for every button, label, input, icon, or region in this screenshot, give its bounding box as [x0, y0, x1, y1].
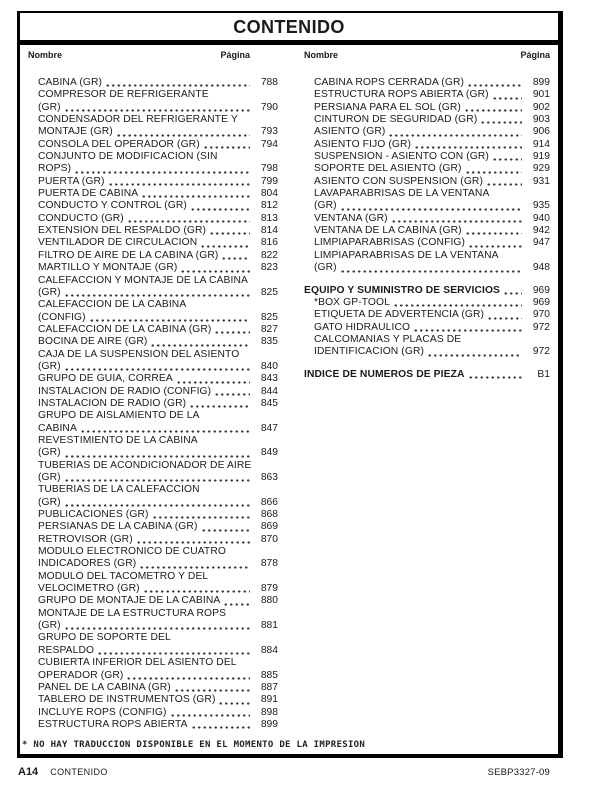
footer-section-label: CONTENIDO — [50, 767, 108, 777]
toc-entry-title: CONDUCTO (GR) — [38, 212, 124, 224]
toc-entry-title: PERSIANA PARA EL SOL (GR) — [314, 101, 461, 113]
toc-entry-title: CABINA — [38, 422, 77, 434]
toc-entry-page: 885 — [260, 669, 278, 681]
dot-leader — [180, 270, 250, 273]
toc-row — [28, 188, 278, 200]
dot-leader — [80, 430, 250, 433]
toc-row — [28, 386, 278, 398]
toc-row — [28, 373, 278, 385]
toc-entry-title: (CONFIG) — [38, 311, 86, 323]
dot-leader — [413, 329, 522, 332]
toc-row — [304, 285, 550, 297]
toc-row — [28, 521, 278, 533]
dot-leader — [391, 220, 522, 223]
toc-entry-title: MARTILLO Y MONTAJE (GR) — [38, 262, 178, 274]
column-header-page: Página — [220, 50, 250, 60]
dot-leader — [492, 158, 522, 161]
toc-column-left — [28, 60, 278, 731]
toc-entry-title: VENTANA DE LA CABINA (GR) — [314, 225, 462, 237]
toc-entry-title: MÓDULO DEL TACÓMETRO Y DEL — [38, 570, 209, 582]
toc-row — [28, 200, 278, 212]
toc-entry-title: GRUPO DE MONTAJE DE LA CABINA — [38, 595, 221, 607]
dot-leader — [393, 304, 522, 307]
footer-doc-number: SEBP3327-09 — [487, 767, 550, 778]
toc-entry-page: 903 — [532, 114, 550, 126]
toc-entry-page: 843 — [260, 373, 278, 385]
dot-leader — [64, 479, 250, 482]
toc-entry-page: 868 — [260, 509, 278, 521]
toc-entry-title: CONDENSADOR DEL REFRIGERANTE Y — [38, 114, 238, 126]
toc-entry-page: 866 — [260, 496, 278, 508]
toc-entry-title: ASIENTO FIJO (GR) — [314, 138, 412, 150]
toc-entry-page: 884 — [260, 644, 278, 656]
toc-entry-title: PUERTA DE CABINA — [38, 188, 139, 200]
dot-leader — [143, 590, 250, 593]
dot-leader — [127, 220, 250, 223]
toc-row — [304, 213, 550, 225]
dot-leader — [487, 317, 522, 320]
toc-row — [28, 126, 278, 138]
toc-row — [28, 670, 278, 682]
dot-leader — [64, 504, 250, 507]
toc-row — [304, 225, 550, 237]
toc-entry-page: 879 — [260, 583, 278, 595]
toc-entry-title: TUBERÍAS DE ACONDICIONADOR DE AIRE — [38, 459, 252, 471]
toc-entry-page: 969 — [532, 284, 550, 296]
dot-leader — [176, 381, 250, 384]
toc-row — [28, 447, 278, 459]
toc-entry-title: INDICADORES (GR) — [38, 558, 137, 570]
dot-leader — [492, 97, 522, 100]
toc-row — [28, 620, 278, 632]
toc-entry-title: (GR) — [314, 200, 337, 212]
toc-entry-title: TUBERÍAS DE LA CALEFACCIÓN — [38, 484, 200, 496]
dot-leader — [64, 109, 250, 112]
toc-entry-page: 947 — [532, 237, 550, 249]
column-header-page: Página — [520, 50, 550, 60]
toc-row — [28, 435, 278, 447]
toc-entry-page: 793 — [260, 126, 278, 138]
toc-entry-page: 869 — [260, 521, 278, 533]
toc-row — [304, 237, 550, 249]
toc-entry-title: VELOCÍMETRO (GR) — [38, 583, 140, 595]
toc-rows-left — [28, 77, 278, 731]
toc-entry-page: 899 — [260, 718, 278, 730]
toc-entry-title: (GR) — [38, 496, 61, 508]
toc-entry-page: 914 — [532, 138, 550, 150]
toc-entry-page: 919 — [532, 151, 550, 163]
toc-entry-title: PUERTA (GR) — [38, 175, 105, 187]
translation-footnote: * NO HAY TRADUCCION DISPONIBLE EN EL MOMENTO DE LA IMPRESION — [22, 740, 366, 750]
column-header-name: Nombre — [28, 50, 63, 60]
toc-row — [28, 225, 278, 237]
toc-entry-page: 863 — [260, 472, 278, 483]
dot-leader — [74, 171, 250, 174]
toc-entry-page: 935 — [532, 200, 550, 212]
dot-leader — [209, 232, 250, 235]
toc-row — [304, 334, 550, 346]
toc-entry-title: EQUIPO Y SUMINISTRO DE SERVICIOS — [304, 284, 501, 296]
toc-entry-page: 929 — [532, 163, 550, 175]
toc-entry-title: CINTURÓN DE SEGURIDAD (GR) — [314, 114, 478, 126]
toc-entry-title: CALEFACCIÓN DE LA CABINA — [38, 299, 187, 311]
toc-row — [28, 719, 278, 731]
dot-leader — [468, 376, 522, 379]
toc-row — [28, 423, 278, 435]
toc-row — [304, 102, 550, 114]
toc-entry-title: IDENTIFICACIÓN (GR) — [314, 346, 425, 358]
toc-row — [28, 460, 278, 472]
toc-entry-page: 798 — [260, 163, 278, 175]
toc-row — [28, 275, 278, 287]
toc-entry-title: ASIENTO (GR) — [314, 126, 386, 138]
toc-row — [28, 558, 278, 570]
toc-entry-title: ROPS) — [38, 163, 72, 175]
toc-row — [28, 497, 278, 509]
toc-entry-title: INSTALACIÓN DE RADIO (GR) — [38, 397, 187, 409]
toc-entry-title: (GR) — [38, 286, 61, 298]
column-headers-right — [304, 50, 550, 60]
toc-entry-title: VENTILADOR DE CIRCULACIÓN — [38, 237, 198, 249]
toc-entry-page: 906 — [532, 126, 550, 138]
dot-leader — [200, 245, 250, 248]
toc-row — [304, 126, 550, 138]
dot-leader — [388, 134, 522, 137]
toc-entry-title: CALCOMANÍAS Y PLACAS DE — [314, 333, 462, 345]
toc-row — [28, 595, 278, 607]
toc-row — [304, 262, 550, 274]
dot-leader — [64, 368, 250, 371]
toc-entry-page: 788 — [260, 77, 278, 88]
toc-row — [304, 77, 550, 89]
toc-row — [28, 299, 278, 311]
toc-entry-page: 898 — [260, 706, 278, 718]
toc-row — [28, 534, 278, 546]
dot-leader — [64, 455, 250, 458]
toc-entry-title: COMPRESOR DE REFRIGERANTE — [38, 89, 209, 101]
toc-entry-page: 878 — [260, 558, 278, 570]
toc-row — [304, 176, 550, 188]
toc-row — [28, 694, 278, 706]
toc-entry-page: 825 — [260, 311, 278, 323]
dot-leader — [191, 726, 250, 729]
toc-entry-title: CALEFACCIÓN DE LA CABINA (GR) — [38, 323, 212, 335]
toc-entry-title: CUBIERTA INFERIOR DEL ASIENTO DEL — [38, 657, 237, 669]
toc-entry-title: (GR) — [38, 620, 61, 632]
dot-leader — [214, 393, 250, 396]
toc-entry-page: 887 — [260, 681, 278, 693]
toc-entry-title: PANEL DE LA CABINA (GR) — [38, 681, 171, 693]
toc-row — [304, 250, 550, 262]
toc-entry-title: ESTRUCTURA ROPS ABIERTA (GR) — [314, 89, 489, 101]
toc-entry-title: TABLERO DE INSTRUMENTOS (GR) — [38, 694, 216, 706]
toc-row — [28, 336, 278, 348]
toc-row — [304, 188, 550, 200]
toc-entry-title: OPERADOR (GR) — [38, 669, 124, 681]
dot-leader — [218, 702, 250, 705]
toc-column-right — [304, 60, 550, 731]
toc-entry-page: 931 — [532, 175, 550, 187]
column-spacer — [304, 275, 550, 285]
toc-row — [28, 89, 278, 101]
toc-entry-page: 948 — [532, 262, 550, 274]
dot-leader — [108, 183, 250, 186]
toc-entry-page: 902 — [532, 101, 550, 113]
toc-entry-page: 813 — [260, 212, 278, 224]
toc-row — [28, 287, 278, 299]
toc-entry-page: B1 — [537, 368, 550, 380]
toc-entry-title: CABINA ROPS CERRADA (GR) — [314, 77, 465, 88]
dot-leader — [170, 714, 250, 717]
toc-entry-page: 940 — [532, 212, 550, 224]
toc-entry-title: (GR) — [38, 472, 61, 483]
toc-entry-page: 901 — [532, 89, 550, 101]
page-title: CONTENIDO — [233, 17, 345, 37]
toc-entry-title: SUSPENSIÓN - ASIENTO CON (GR) — [314, 151, 489, 163]
toc-row — [304, 139, 550, 151]
dot-leader — [340, 270, 522, 273]
toc-entry-page: 823 — [260, 262, 278, 274]
column-header-name: Nombre — [304, 50, 339, 60]
toc-row — [28, 77, 278, 89]
toc-entry-page: 844 — [260, 385, 278, 397]
toc-row — [28, 484, 278, 496]
dot-leader — [465, 232, 522, 235]
toc-entry-title: ETIQUETA DE ADVERTENCIA (GR) — [314, 309, 485, 321]
toc-entry-title: RETROVISOR (GR) — [38, 533, 133, 545]
toc-row — [28, 176, 278, 188]
toc-row — [28, 509, 278, 521]
dot-leader — [152, 516, 250, 519]
toc-entry-title: GRUPO DE SOPORTE DEL — [38, 632, 171, 644]
toc-entry-page: 794 — [260, 138, 278, 150]
toc-entry-page: 969 — [532, 296, 550, 308]
toc-row — [304, 163, 550, 175]
toc-entry-page: 880 — [260, 595, 278, 607]
toc-entry-title: GRUPO DE AISLAMIENTO DE LA — [38, 410, 200, 422]
toc-entry-title: ASIENTO CON SUSPENSIÓN (GR) — [314, 175, 483, 187]
toc-entry-title: MODULO ELECTRÓNICO DE CUATRO — [38, 546, 226, 558]
dot-leader — [414, 146, 522, 149]
toc-row — [304, 346, 550, 358]
toc-row — [28, 472, 278, 484]
toc-row — [28, 237, 278, 249]
toc-row — [28, 398, 278, 410]
dot-leader — [486, 183, 522, 186]
toc-entry-title: FILTRO DE AIRE DE LA CABINA (GR) — [38, 249, 219, 261]
toc-row — [28, 583, 278, 595]
toc-row — [304, 309, 550, 321]
toc-row — [28, 139, 278, 151]
toc-row — [28, 571, 278, 583]
toc-row — [304, 322, 550, 334]
dot-leader — [174, 689, 250, 692]
dot-leader — [467, 84, 522, 87]
column-spacer — [304, 359, 550, 369]
toc-row — [28, 645, 278, 657]
toc-row — [28, 102, 278, 114]
toc-row — [304, 151, 550, 163]
toc-entry-page: 849 — [260, 447, 278, 459]
dot-leader — [89, 319, 250, 322]
toc-entry-title: PERSIANAS DE LA CABINA (GR) — [38, 521, 198, 533]
toc-entry-page: 799 — [260, 175, 278, 187]
toc-entry-page: 891 — [260, 694, 278, 706]
dot-leader — [221, 257, 250, 260]
dot-leader — [150, 344, 250, 347]
title-bar — [20, 13, 558, 45]
dot-leader — [340, 208, 522, 211]
toc-entry-page: 840 — [260, 360, 278, 372]
dot-leader — [464, 109, 522, 112]
column-headers-row — [20, 45, 558, 60]
dot-leader — [201, 529, 251, 532]
toc-entry-page: 870 — [260, 533, 278, 545]
dot-leader — [190, 208, 250, 211]
toc-entry-title: LIMPIAPARABRISAS (CONFIG) — [314, 237, 466, 249]
dot-leader — [203, 146, 250, 149]
column-headers-left — [28, 50, 278, 60]
toc-entry-title: CAJA DE LA SUSPENSIÓN DEL ASIENTO — [38, 348, 240, 360]
toc-row — [28, 632, 278, 644]
toc-row — [304, 200, 550, 212]
toc-entry-title: RESPALDO — [38, 644, 95, 656]
toc-row — [304, 369, 550, 381]
dot-leader — [427, 354, 522, 357]
toc-row — [28, 213, 278, 225]
toc-entry-page: 827 — [260, 323, 278, 335]
toc-entry-page: 812 — [260, 200, 278, 212]
toc-row — [304, 89, 550, 101]
toc-entry-title: MONTAJE DE LA ESTRUCTURA ROPS — [38, 607, 227, 619]
toc-entry-title: INCLUYE ROPS (CONFIG) — [38, 706, 167, 718]
toc-row — [28, 151, 278, 163]
toc-entry-title: GATO HIDRÁULICO — [314, 321, 411, 333]
dot-leader — [480, 121, 522, 124]
dot-leader — [503, 292, 522, 295]
toc-entry-page: 881 — [260, 620, 278, 632]
toc-entry-title: CONSOLA DEL OPERADOR (GR) — [38, 138, 200, 150]
toc-entry-page: 972 — [532, 321, 550, 333]
toc-entry-page: 899 — [532, 77, 550, 88]
toc-entry-title: SOPORTE DEL ASIENTO (GR) — [314, 163, 462, 175]
toc-content — [20, 60, 558, 731]
toc-row — [28, 324, 278, 336]
dot-leader — [64, 294, 250, 297]
toc-entry-title: EXTENSIÓN DEL RESPALDO (GR) — [38, 225, 207, 237]
toc-entry-title: (GR) — [38, 101, 61, 113]
toc-entry-page: 814 — [260, 225, 278, 237]
toc-row — [28, 608, 278, 620]
toc-entry-page: 822 — [260, 249, 278, 261]
dot-leader — [64, 627, 250, 630]
toc-row — [28, 657, 278, 669]
dot-leader — [214, 331, 250, 334]
toc-entry-title: *BOX GP-TOOL — [314, 296, 390, 308]
toc-entry-title: GRUPO DE GUIA, CORREA — [38, 373, 173, 385]
dot-leader — [126, 677, 250, 680]
toc-row — [28, 410, 278, 422]
page-border — [17, 11, 563, 758]
toc-entry-page: 845 — [260, 397, 278, 409]
toc-row — [28, 682, 278, 694]
dot-leader — [468, 245, 522, 248]
toc-entry-title: ESTRUCTURA ROPS ABIERTA — [38, 718, 188, 730]
toc-entry-page: 825 — [260, 286, 278, 298]
toc-entry-page: 835 — [260, 336, 278, 348]
dot-leader — [465, 171, 522, 174]
toc-entry-page: 972 — [532, 346, 550, 358]
dot-leader — [223, 603, 250, 606]
toc-row — [28, 262, 278, 274]
toc-entry-title: BOCINA DE AIRE (GR) — [38, 336, 148, 348]
toc-entry-title: CALEFACCIÓN Y MONTAJE DE LA CABINA — [38, 274, 248, 286]
toc-row — [28, 707, 278, 719]
toc-entry-title: (GR) — [38, 360, 61, 372]
toc-row — [28, 312, 278, 324]
toc-entry-title: LIMPIAPARABRISAS DE LA VENTANA — [314, 249, 499, 261]
toc-entry-page: 970 — [532, 309, 550, 321]
dot-leader — [116, 134, 250, 137]
toc-rows-right — [304, 77, 550, 381]
toc-entry-title: LAVAPARABRISAS DE LA VENTANA — [314, 188, 490, 200]
toc-entry-title: MONTAJE (GR) — [38, 126, 113, 138]
toc-row — [28, 546, 278, 558]
toc-row — [28, 361, 278, 373]
footer-page-code: A14 — [18, 766, 39, 778]
toc-row — [28, 114, 278, 126]
toc-entry-title: CABINA (GR) — [38, 77, 103, 88]
toc-entry-page: 804 — [260, 188, 278, 200]
toc-entry-title: CONDUCTO Y CONTROL (GR) — [38, 200, 187, 212]
toc-row — [304, 114, 550, 126]
dot-leader — [136, 541, 250, 544]
toc-row — [28, 349, 278, 361]
toc-entry-page: 942 — [532, 225, 550, 237]
toc-entry-title: REVESTIMIENTO DE LA CABINA — [38, 434, 198, 446]
page-footer — [18, 766, 550, 778]
toc-entry-page: 816 — [260, 237, 278, 249]
toc-entry-title: (GR) — [314, 262, 337, 274]
toc-entry-page: 790 — [260, 101, 278, 113]
dot-leader — [139, 566, 250, 569]
toc-row — [28, 163, 278, 175]
toc-row — [28, 250, 278, 262]
dot-leader — [141, 195, 250, 198]
toc-entry-title: CONJUNTO DE MODIFICACIÓN (SIN — [38, 151, 218, 163]
toc-entry-page: 847 — [260, 422, 278, 434]
dot-leader — [105, 84, 250, 87]
toc-entry-title: INDICE DE NUMEROS DE PIEZA — [304, 368, 465, 380]
toc-entry-title: INSTALACIÓN DE RADIO (CONFIG) — [38, 385, 212, 397]
dot-leader — [97, 652, 250, 655]
toc-entry-title: (GR) — [38, 447, 61, 459]
dot-leader — [189, 405, 250, 408]
toc-entry-title: PUBLICACIONES (GR) — [38, 509, 149, 521]
toc-entry-title: VENTANA (GR) — [314, 212, 388, 224]
toc-row — [304, 297, 550, 309]
